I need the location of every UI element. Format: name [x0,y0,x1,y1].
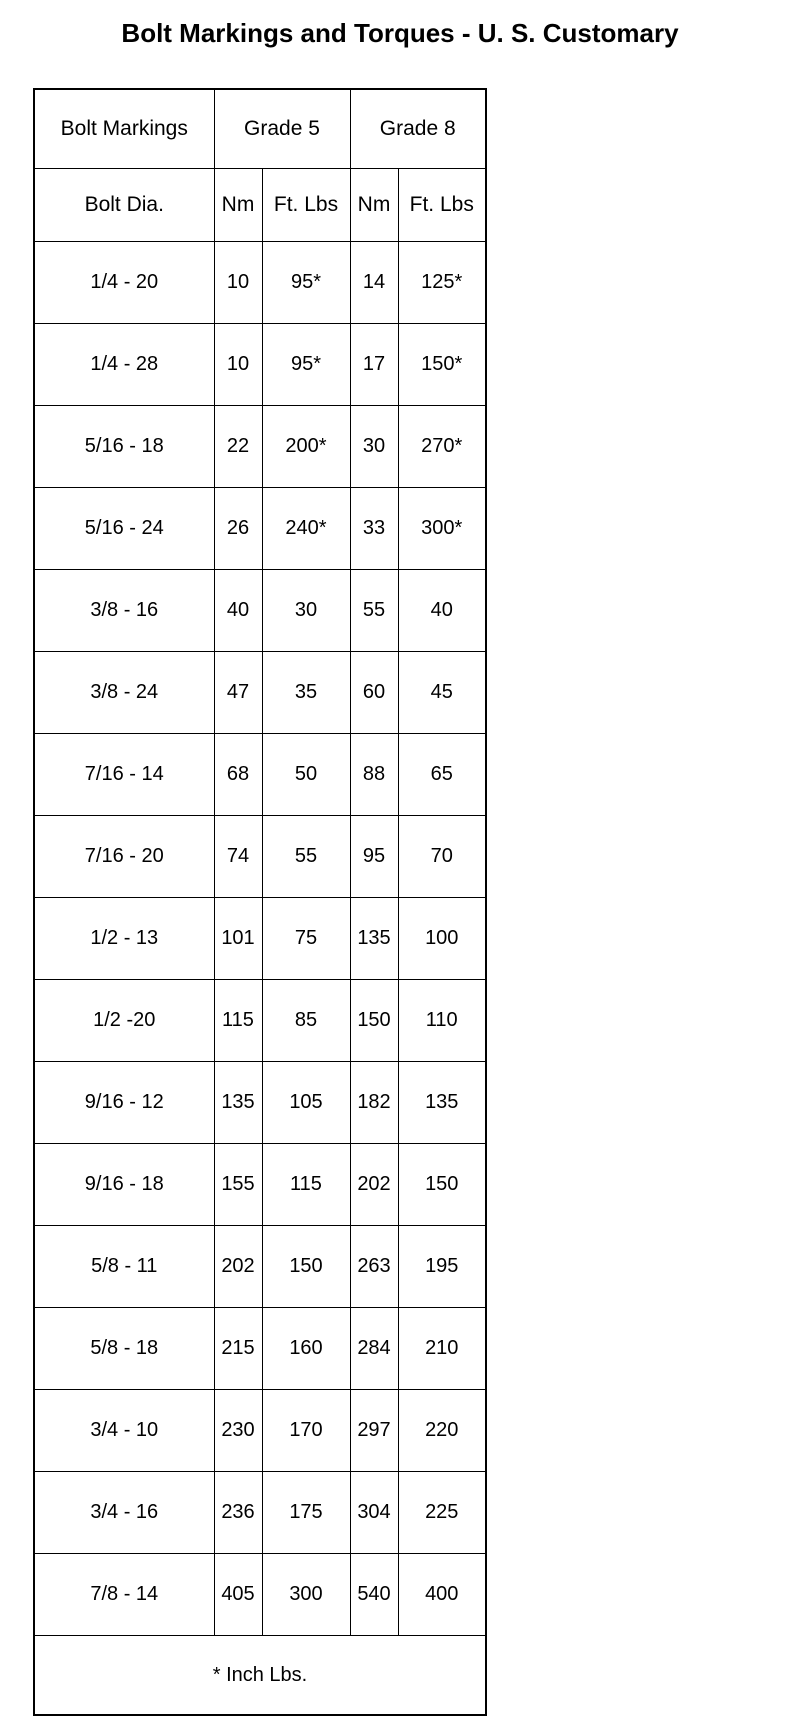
cell-grade5-nm: 101 [214,898,262,980]
table-row [34,1308,486,1390]
table-row [34,652,486,734]
cell-grade8-ftlbs: 40 [398,570,486,652]
subheader-bolt-dia: Bolt Dia. [34,169,214,242]
table-row [34,898,486,980]
cell-bolt-dia: 7/8 - 14 [34,1554,214,1636]
table-row [34,570,486,652]
cell-grade5-nm: 40 [214,570,262,652]
cell-grade8-ftlbs: 70 [398,816,486,898]
cell-grade8-nm: 263 [350,1226,398,1308]
cell-grade5-nm: 202 [214,1226,262,1308]
cell-bolt-dia: 3/4 - 16 [34,1472,214,1554]
cell-grade5-nm: 135 [214,1062,262,1144]
cell-grade5-ftlbs: 55 [262,816,350,898]
cell-grade8-ftlbs: 100 [398,898,486,980]
cell-grade8-ftlbs: 195 [398,1226,486,1308]
cell-bolt-dia: 5/8 - 18 [34,1308,214,1390]
cell-grade8-ftlbs: 220 [398,1390,486,1472]
table-body [34,89,486,1715]
cell-bolt-dia: 1/2 -20 [34,980,214,1062]
cell-grade8-nm: 182 [350,1062,398,1144]
table-row [34,1472,486,1554]
cell-grade8-nm: 135 [350,898,398,980]
cell-grade5-nm: 22 [214,406,262,488]
table-row [34,406,486,488]
cell-grade5-ftlbs: 75 [262,898,350,980]
cell-grade5-ftlbs: 85 [262,980,350,1062]
cell-grade8-ftlbs: 150 [398,1144,486,1226]
header-grade-5: Grade 5 [214,89,350,169]
cell-bolt-dia: 9/16 - 12 [34,1062,214,1144]
torque-table-wrapper [33,88,487,1716]
table-row [34,1062,486,1144]
cell-grade5-ftlbs: 115 [262,1144,350,1226]
cell-grade8-nm: 30 [350,406,398,488]
cell-grade5-nm: 230 [214,1390,262,1472]
cell-grade5-ftlbs: 35 [262,652,350,734]
cell-grade5-ftlbs: 170 [262,1390,350,1472]
cell-grade8-ftlbs: 300* [398,488,486,570]
cell-bolt-dia: 3/4 - 10 [34,1390,214,1472]
cell-bolt-dia: 3/8 - 24 [34,652,214,734]
cell-grade8-nm: 540 [350,1554,398,1636]
cell-grade8-ftlbs: 110 [398,980,486,1062]
subheader-grade5-nm: Nm [214,169,262,242]
cell-grade8-nm: 150 [350,980,398,1062]
table-row [34,242,486,324]
table-row [34,1226,486,1308]
table-row [34,816,486,898]
page-title: Bolt Markings and Torques - U. S. Customary [121,18,679,48]
cell-bolt-dia: 3/8 - 16 [34,570,214,652]
cell-grade5-nm: 47 [214,652,262,734]
cell-grade8-ftlbs: 135 [398,1062,486,1144]
cell-bolt-dia: 7/16 - 14 [34,734,214,816]
cell-grade5-ftlbs: 240* [262,488,350,570]
bolt-torque-table [33,88,487,1716]
footnote-cell: * Inch Lbs. [34,1636,486,1716]
cell-grade8-nm: 304 [350,1472,398,1554]
cell-grade8-nm: 284 [350,1308,398,1390]
cell-grade5-ftlbs: 30 [262,570,350,652]
cell-bolt-dia: 1/4 - 28 [34,324,214,406]
cell-grade8-nm: 88 [350,734,398,816]
table-row [34,488,486,570]
cell-bolt-dia: 5/16 - 24 [34,488,214,570]
cell-grade5-nm: 215 [214,1308,262,1390]
cell-grade5-nm: 10 [214,242,262,324]
cell-grade8-nm: 60 [350,652,398,734]
cell-grade5-ftlbs: 150 [262,1226,350,1308]
cell-grade8-ftlbs: 45 [398,652,486,734]
cell-grade5-ftlbs: 160 [262,1308,350,1390]
cell-grade8-nm: 202 [350,1144,398,1226]
cell-grade5-nm: 26 [214,488,262,570]
cell-grade5-nm: 68 [214,734,262,816]
table-row [34,1554,486,1636]
cell-grade5-nm: 74 [214,816,262,898]
cell-grade8-ftlbs: 270* [398,406,486,488]
cell-grade5-nm: 236 [214,1472,262,1554]
cell-grade8-ftlbs: 225 [398,1472,486,1554]
cell-grade5-nm: 10 [214,324,262,406]
cell-grade5-ftlbs: 95* [262,324,350,406]
cell-grade8-nm: 17 [350,324,398,406]
cell-grade8-nm: 14 [350,242,398,324]
cell-grade8-ftlbs: 150* [398,324,486,406]
cell-grade5-ftlbs: 175 [262,1472,350,1554]
cell-grade5-ftlbs: 95* [262,242,350,324]
header-grade-8: Grade 8 [350,89,486,169]
cell-grade8-ftlbs: 400 [398,1554,486,1636]
cell-grade5-nm: 405 [214,1554,262,1636]
cell-grade8-ftlbs: 65 [398,734,486,816]
table-row [34,1144,486,1226]
table-subheader-row [34,169,486,242]
cell-grade8-nm: 33 [350,488,398,570]
cell-bolt-dia: 7/16 - 20 [34,816,214,898]
cell-grade8-nm: 95 [350,816,398,898]
table-row [34,734,486,816]
subheader-grade5-ftlbs: Ft. Lbs [262,169,350,242]
cell-grade5-nm: 155 [214,1144,262,1226]
table-footnote-row [34,1636,486,1716]
subheader-grade8-nm: Nm [350,169,398,242]
cell-grade5-ftlbs: 300 [262,1554,350,1636]
table-row [34,980,486,1062]
cell-bolt-dia: 1/4 - 20 [34,242,214,324]
cell-grade8-nm: 55 [350,570,398,652]
cell-grade8-ftlbs: 125* [398,242,486,324]
cell-bolt-dia: 5/16 - 18 [34,406,214,488]
table-row [34,1390,486,1472]
cell-bolt-dia: 9/16 - 18 [34,1144,214,1226]
header-bolt-markings: Bolt Markings [34,89,214,169]
cell-bolt-dia: 1/2 - 13 [34,898,214,980]
cell-grade8-nm: 297 [350,1390,398,1472]
cell-grade5-ftlbs: 50 [262,734,350,816]
cell-grade8-ftlbs: 210 [398,1308,486,1390]
cell-bolt-dia: 5/8 - 11 [34,1226,214,1308]
table-row [34,324,486,406]
cell-grade5-ftlbs: 200* [262,406,350,488]
cell-grade5-nm: 115 [214,980,262,1062]
table-header-row [34,89,486,169]
cell-grade5-ftlbs: 105 [262,1062,350,1144]
subheader-grade8-ftlbs: Ft. Lbs [398,169,486,242]
